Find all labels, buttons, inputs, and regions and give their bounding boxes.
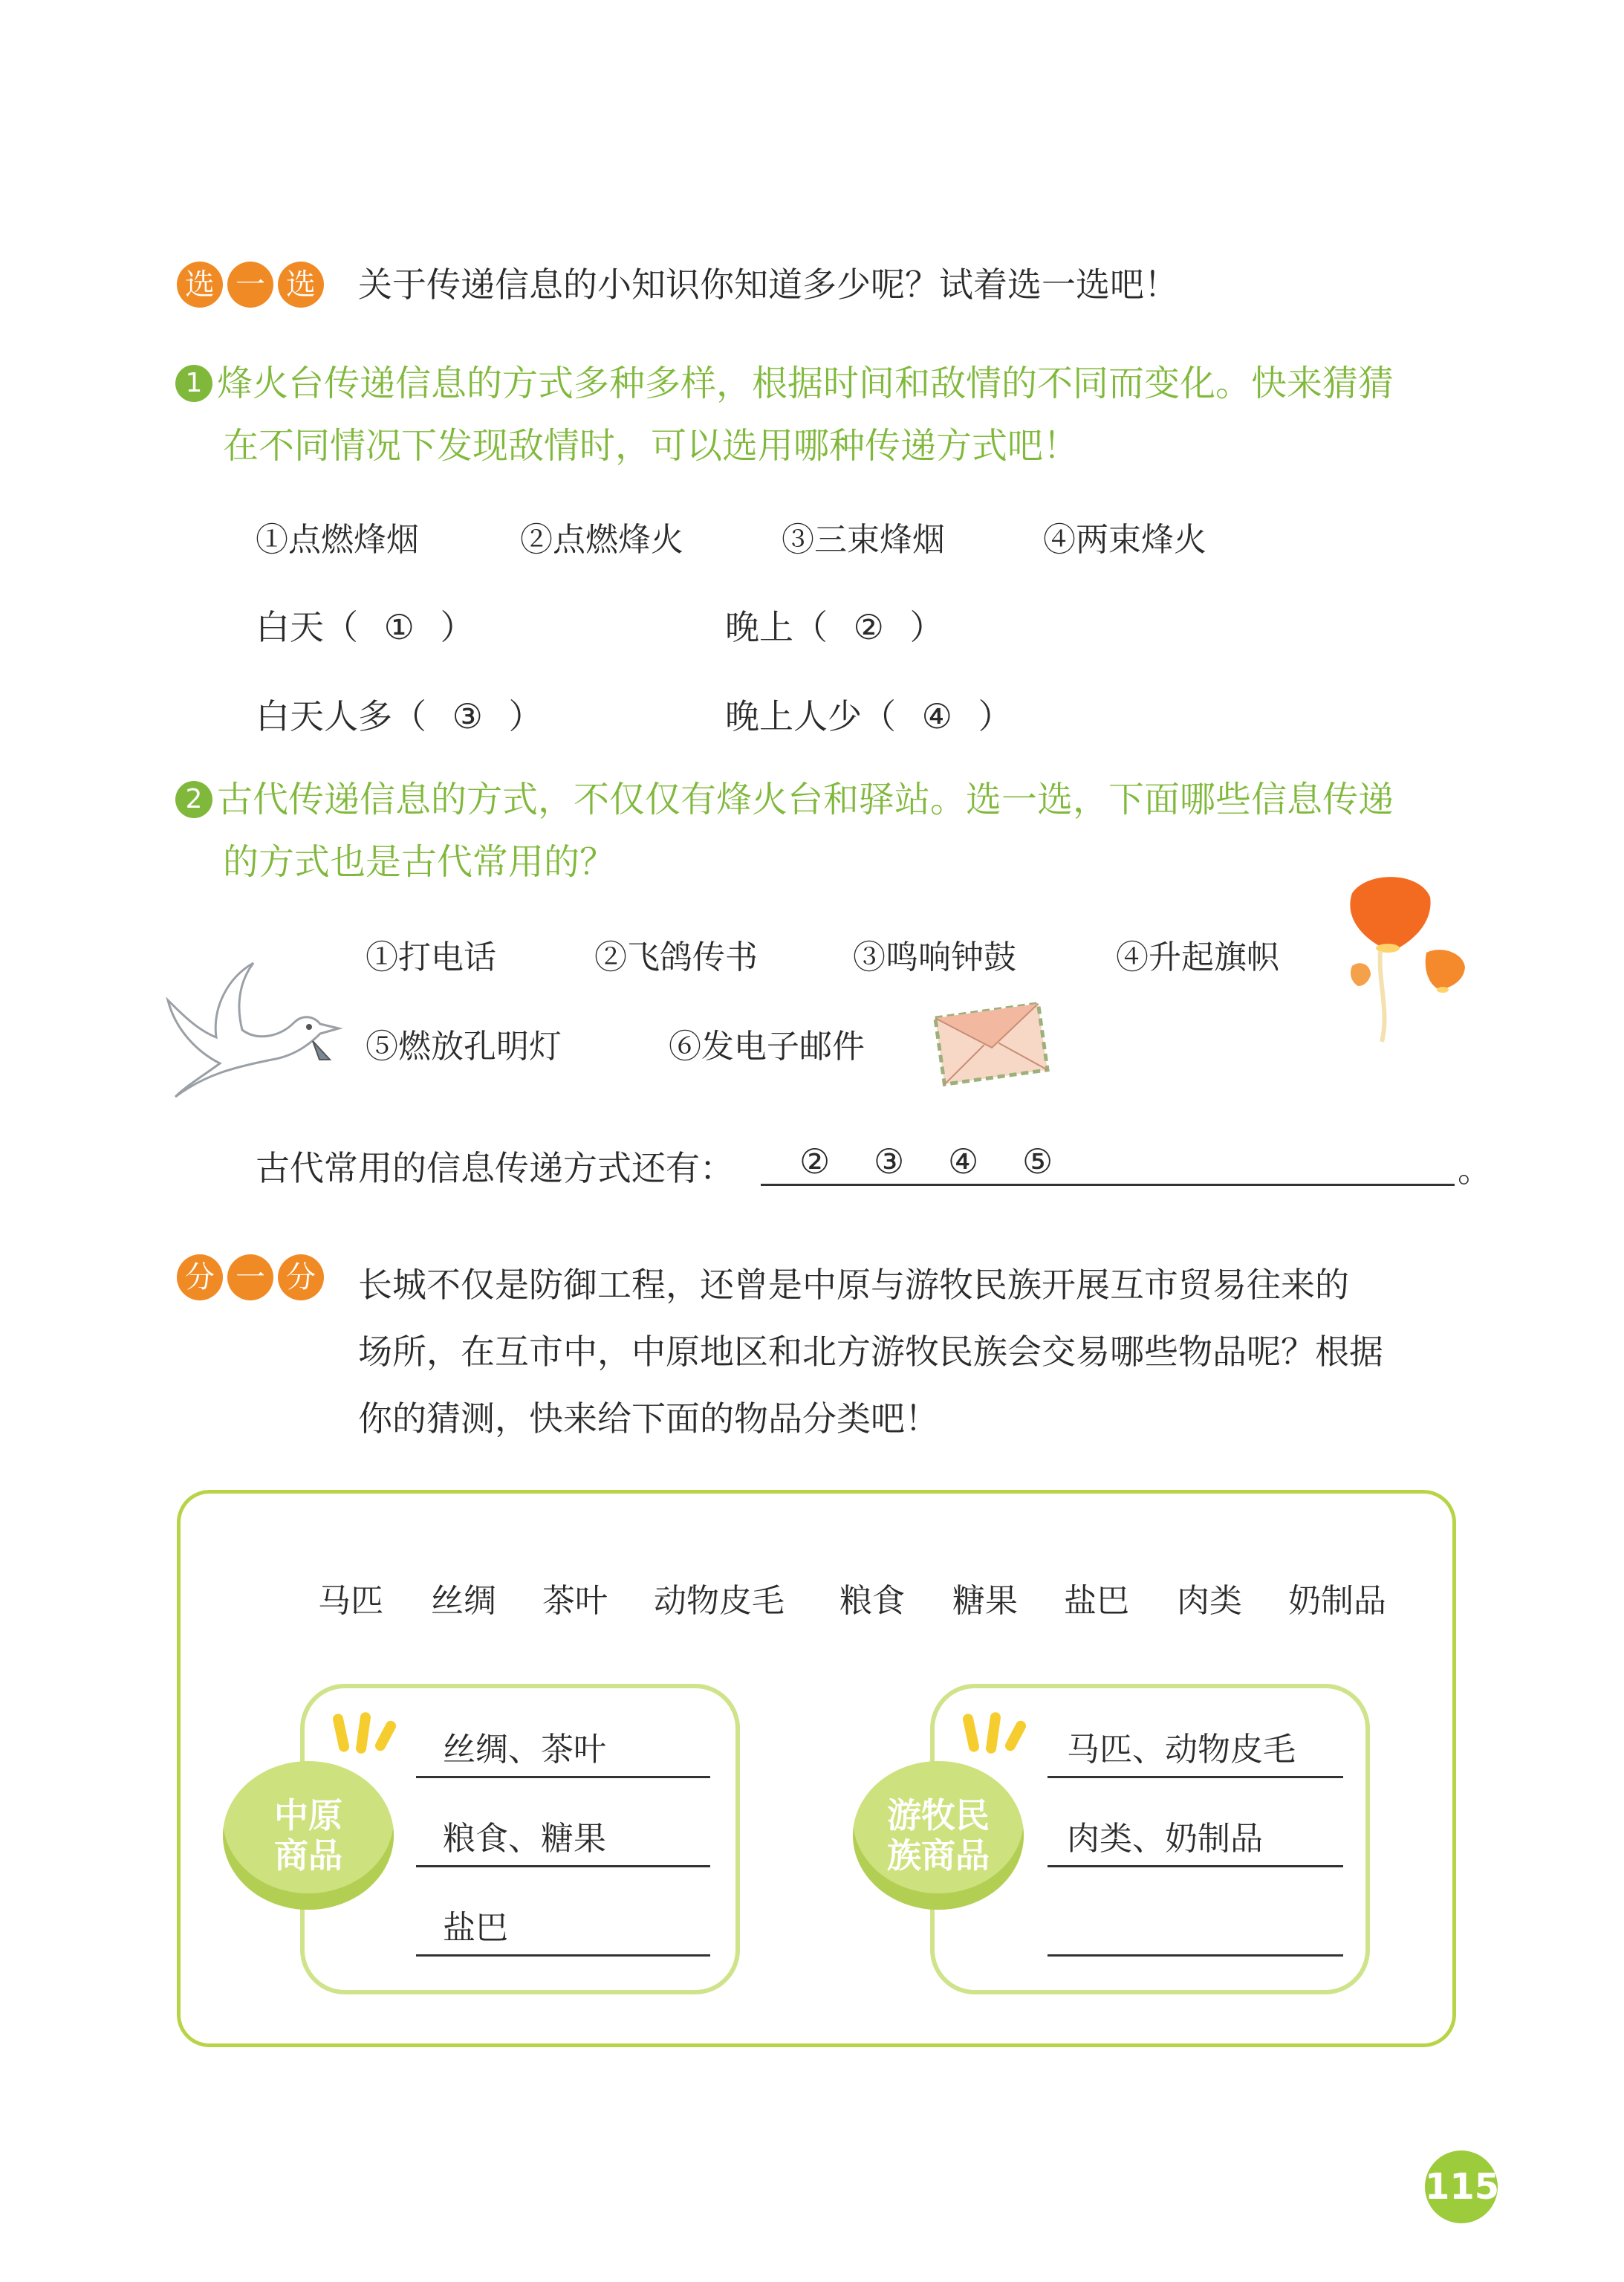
- goods-item: 动物皮毛: [654, 1582, 785, 1620]
- answer-line: [1048, 1865, 1343, 1867]
- answer-row: [256, 690, 543, 739]
- answer-line: [1048, 1776, 1343, 1778]
- option: ④两束烽火: [1043, 521, 1206, 559]
- answer-line: [416, 1954, 710, 1957]
- highlight-strokes-icon: [327, 1709, 409, 1761]
- answer-row: [725, 690, 1013, 739]
- answer-value: ②: [853, 607, 884, 647]
- answer-close: ）: [978, 696, 1013, 736]
- answer-line: [416, 1865, 710, 1867]
- goods-item: 马匹: [318, 1582, 383, 1620]
- option: ③鸣响钟鼓: [853, 939, 1016, 976]
- goods-item: 糖果: [952, 1582, 1018, 1620]
- question-2: [175, 768, 1498, 893]
- answer-close: ）: [440, 607, 475, 647]
- goods-item: 奶制品: [1288, 1582, 1386, 1620]
- intro-line: 你的猜测，快来给下面的物品分类吧！: [358, 1398, 939, 1439]
- badge-char: 一: [227, 1254, 273, 1300]
- answer-close: ）: [508, 696, 543, 736]
- answer-value: ①: [383, 607, 415, 647]
- section-badge-classify: [177, 1254, 324, 1300]
- section1-intro: 关于传递信息的小知识你知道多少呢？试着选一选吧！: [358, 265, 1178, 305]
- badge-char: 选: [278, 262, 324, 308]
- option: ①打电话: [366, 939, 496, 976]
- badge-char: 选: [177, 262, 223, 308]
- section2-intro: [358, 1251, 1383, 1452]
- option: ②飞鸽传书: [594, 939, 758, 976]
- fill-value: ⑤: [1022, 1141, 1053, 1181]
- label-line: 中原: [274, 1795, 342, 1835]
- goods-item: 肉类: [1177, 1582, 1242, 1620]
- answer-close: ）: [909, 607, 944, 647]
- question-number: 2: [175, 781, 212, 818]
- badge-char: 分: [278, 1254, 324, 1300]
- question-number: 1: [175, 365, 212, 402]
- question-text-line: 在不同情况下发现敌情时，可以选用哪种传递方式吧！: [223, 425, 1079, 467]
- answer-label: 晚上人少（: [725, 696, 896, 736]
- question-text-line: 烽火台传递信息的方式多种多样，根据时间和敌情的不同而变化。快来猜猜: [217, 363, 1394, 404]
- answer-line: [416, 1776, 710, 1778]
- fill-value: ②: [799, 1141, 831, 1181]
- envelope-icon: [932, 996, 1050, 1089]
- option: ③三束烽烟: [782, 521, 945, 559]
- goods-item: 盐巴: [1064, 1582, 1129, 1620]
- fill-end: 。: [1458, 1150, 1492, 1190]
- option: ①点燃烽烟: [256, 521, 419, 559]
- option: ④升起旗帜: [1116, 939, 1279, 976]
- goods-item: 粮食: [839, 1582, 905, 1620]
- answer-line: [1048, 1954, 1343, 1957]
- fill-label: 古代常用的信息传递方式还有：: [256, 1148, 734, 1188]
- answer-text: 肉类、奶制品: [1067, 1820, 1263, 1858]
- answer-value: ④: [921, 696, 952, 736]
- page-number: 115: [1425, 2150, 1498, 2223]
- fill-value: ④: [948, 1141, 979, 1181]
- answer-row: [256, 600, 475, 649]
- section-badge-choose: [177, 262, 324, 308]
- question-1: [175, 352, 1498, 477]
- dove-icon: [160, 956, 346, 1112]
- label-line: 游牧民: [887, 1795, 990, 1835]
- nomad-goods-label: [853, 1761, 1024, 1910]
- question-text-line: 的方式也是古代常用的？: [223, 841, 616, 883]
- sky-lantern-icon: [1337, 871, 1471, 1049]
- label-line: 族商品: [887, 1835, 990, 1876]
- label-line: 商品: [274, 1835, 342, 1876]
- fill-value: ③: [874, 1141, 905, 1181]
- badge-char: 一: [227, 262, 273, 308]
- highlight-strokes-icon: [957, 1709, 1039, 1761]
- answer-row: [725, 600, 944, 649]
- option: ⑥发电子邮件: [669, 1028, 865, 1066]
- intro-line: 长城不仅是防御工程，还曾是中原与游牧民族开展互市贸易往来的: [358, 1265, 1349, 1305]
- answer-text: 丝绸、茶叶: [443, 1731, 606, 1769]
- option: ②点燃烽火: [520, 521, 683, 559]
- fill-answer-line: [761, 1141, 1455, 1186]
- answer-label: 晚上（: [725, 607, 828, 647]
- goods-item: 丝绸: [431, 1582, 496, 1620]
- question-text-line: 古代传递信息的方式，不仅仅有烽火台和驿站。选一选，下面哪些信息传递: [217, 779, 1394, 820]
- badge-char: 分: [177, 1254, 223, 1300]
- answer-text: 马匹、动物皮毛: [1067, 1731, 1296, 1769]
- answer-text: 粮食、糖果: [443, 1820, 606, 1858]
- goods-item: 茶叶: [542, 1582, 608, 1620]
- central-goods-label: [223, 1761, 394, 1910]
- option: ⑤燃放孔明灯: [366, 1028, 562, 1066]
- answer-label: 白天（: [256, 607, 358, 647]
- answer-text: 盐巴: [443, 1909, 508, 1947]
- intro-line: 场所，在互市中，中原地区和北方游牧民族会交易哪些物品呢？根据: [358, 1332, 1383, 1372]
- answer-value: ③: [452, 696, 483, 736]
- answer-label: 白天人多（: [256, 696, 426, 736]
